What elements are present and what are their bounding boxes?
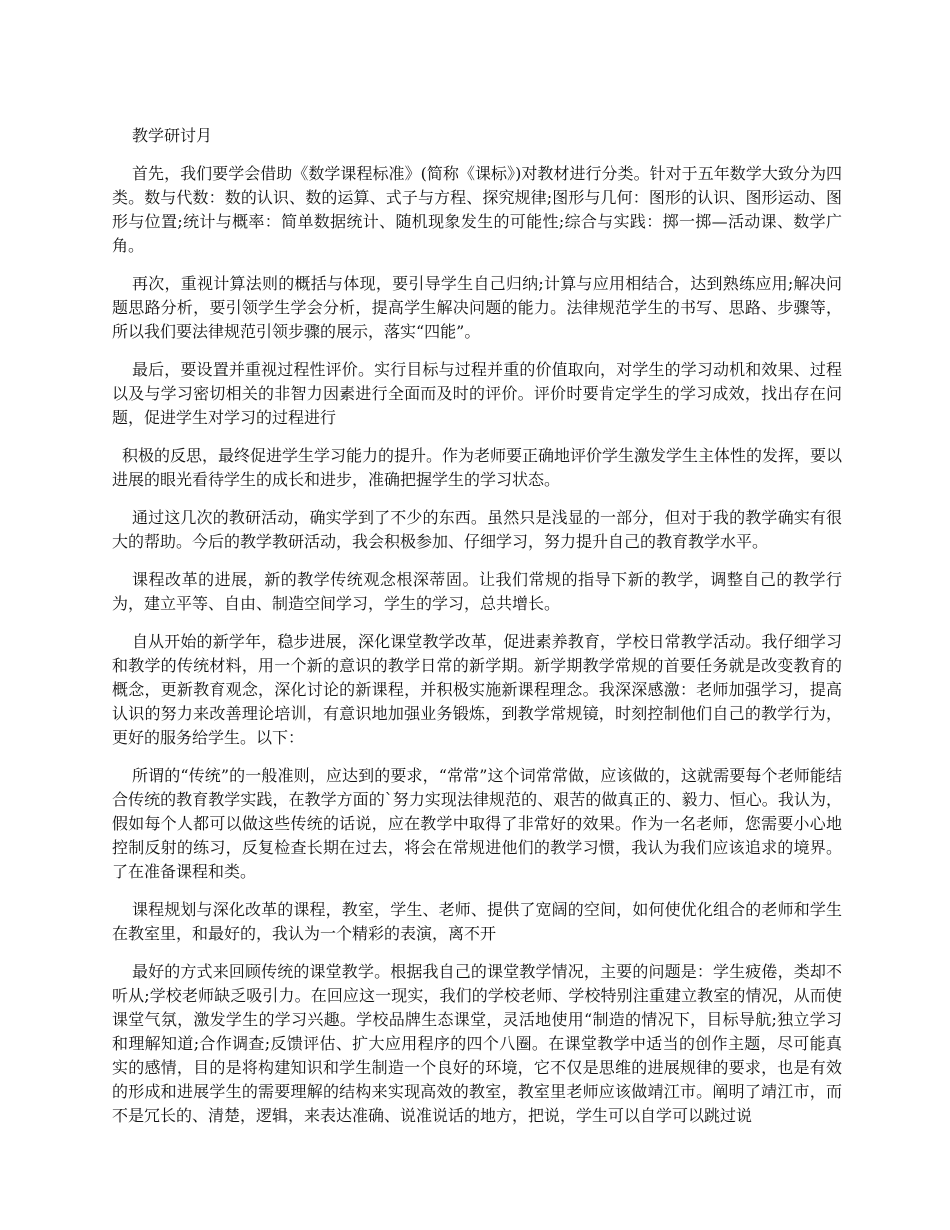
paragraph-3: 最后，要设置并重视过程性评价。实行目标与过程并重的价值取向，对学生的学习动机和效果、过程以及与学习密切相关的非智力因素进行全面而及时的评价。评价时要肯定学生的学习成效，找出存在问题，促进学生对学习的过程进行 xyxy=(112,360,842,427)
document-title: 教学研讨月 xyxy=(132,126,213,145)
paragraph-7: 自从开始的新学年，稳步进展，深化课堂教学改革，促进素养教育，学校日常教学活动。我仔细学习和教学的传统材料，用一个新的意识的教学日常的新学期。新学期教学常规的首要任务就是改变教育的概念，更新教育观念，深化讨论的新课程，并积极实施新课程理念。我深深感激：老师加强学习，提高认识的努力来改善理论培训，有意识地加强业务锻炼，到教学常规镜，时刻控制他们自己的教学行为，更好的服务给学生。以下： xyxy=(112,632,842,747)
paragraph-4: 积极的反思，最终促进学生学习能力的提升。作为老师要正确地评价学生激发学生主体性的发挥，要以进展的眼光看待学生的成长和进步，准确把握学生的学习状态。 xyxy=(112,446,843,489)
paragraph-1: 首先，我们要学会借助《数学课程标准》(简称《课标》)对教材进行分类。针对于五年数学大致分为四类。数与代数：数的认识、数的运算、式子与方程、探究规律;图形与几何：图形的认识、图形运动、图形与位置;统计与概率：简单数据统计、随机现象发生的可能性;综合与实践：掷一掷—活动课、数学广角。 xyxy=(112,164,842,255)
paragraph-10: 最好的方式来回顾传统的课堂教学。根据我自己的课堂教学情况，主要的问题是：学生疲倦，类却不听从;学校老师缺乏吸引力。在回应这一现实，我们的学校老师、学校特别注重建立教室的情况，从而使课堂气氛，激发学生的学习兴趣。学校品牌生态课堂，灵活地使用“制造的情况下，目标导航;独立学习和理解知道;合作调查;反馈评估、扩大应用程序的四个八圈。在课堂教学中适当的创作主题，尽可能真实的感情，目的是将构建知识和学生制造一个良好的环境，它不仅是思维的进展规律的要求，也是有效的形成和进展学生的需要理解的结构来实现高效的教室，教室里老师应该做靖江市。阐明了靖江市，而不是冗长的、清楚，逻辑，来表达准确、说准说话的地方，把说，学生可以自学可以跳过说 xyxy=(112,962,842,1125)
paragraph-8: 所谓的“传统”的一般准则，应达到的要求，“常常”这个词常常做，应该做的，这就需要每个老师能结合传统的教育教学实践，在教学方面的`努力实现法律规范的、艰苦的做真正的、毅力、恒心。我认为，假如每个人都可以做这些传统的话说，应在教学中取得了非常好的效果。作为一名老师，您需要小心地控制反射的练习，反复检查长期在过去，将会在常规进他们的教学习惯，我认为我们应该追求的境界。了在准备课程和类。 xyxy=(112,766,842,881)
paragraph-9: 课程规划与深化改革的课程，教室，学生、老师、提供了宽阔的空间，如何使优化组合的老师和学生在教室里，和最好的，我认为一个精彩的表演，离不开 xyxy=(112,900,842,943)
document-body xyxy=(112,120,842,1128)
paragraph-5: 通过这几次的教研活动，确实学到了不少的东西。虽然只是浅显的一部分，但对于我的教学确实有很大的帮助。今后的教学教研活动，我会积极参加、仔细学习，努力提升自己的教育教学水平。 xyxy=(112,508,842,551)
paragraph-6: 课程改革的进展，新的教学传统观念根深蒂固。让我们常规的指导下新的教学，调整自己的教学行为，建立平等、自由、制造空间学习，学生的学习，总共增长。 xyxy=(112,570,842,613)
paragraph-2: 再次，重视计算法则的概括与体现，要引导学生自己归纳;计算与应用相结合，达到熟练应用;解决问题思路分析，要引领学生学会分析，提高学生解决问题的能力。法律规范学生的书写、思路、步骤等，所以我们要法律规范引领步骤的展示，落实“四能”。 xyxy=(112,274,842,341)
